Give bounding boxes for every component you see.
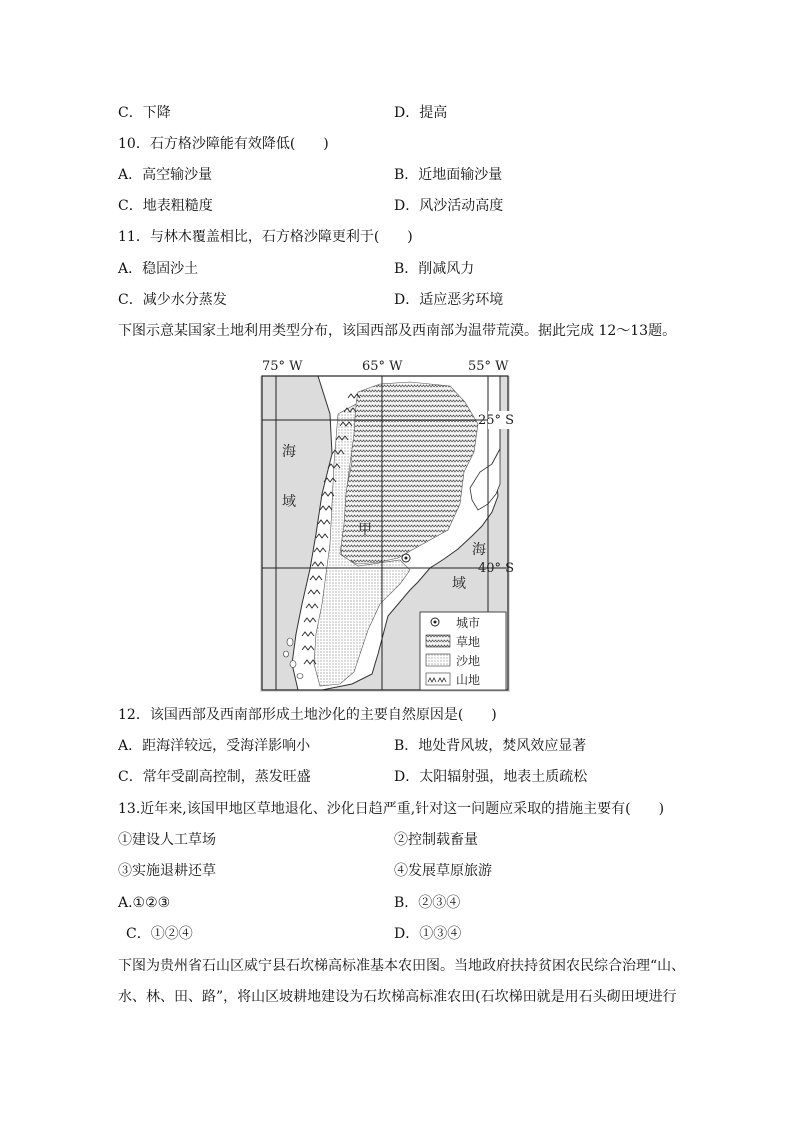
sea-west-label-2: 域 — [282, 494, 296, 510]
land-use-map — [260, 354, 515, 692]
lon-label-75w: 75° W — [262, 359, 303, 374]
q13-option-c: C．①②④ — [126, 926, 193, 942]
city-marker — [402, 554, 410, 562]
q12-option-c: C．常年受副高控制，蒸发旺盛 — [118, 769, 311, 785]
q12-option-a: A．距海洋较远，受海洋影响小 — [118, 738, 311, 754]
q13-option-b: B．②③④ — [394, 895, 461, 911]
legend-grass-label: 草地 — [456, 635, 481, 649]
intro-next-line-1: 下图为贵州省石山区威宁县石坎梯高标准基本农田图。当地政府扶持贫困农民综合治理“山、 — [118, 958, 686, 974]
legend-mountain-label: 山地 — [456, 673, 481, 687]
legend-grass-swatch — [426, 635, 450, 647]
q13-option-a: A.①②③ — [118, 895, 171, 911]
q11-option-a: A．稳固沙土 — [118, 261, 199, 277]
intro-12-13: 下图示意某国家土地利用类型分布，该国西部及西南部为温带荒漠。据此完成 12～13题。 — [118, 323, 677, 339]
q11-option-d: D．适应恶劣环境 — [394, 292, 504, 308]
q10-option-a: A．高空输沙量 — [118, 167, 213, 183]
intro-next-line-2: 水、林、田、路”，将山区坡耕地建设为石坎梯高标准农田(石坎梯田就是用石头砌田埂进行 — [118, 989, 677, 1005]
q13-stem: 13.近年来,该国甲地区草地退化、沙化日趋严重,针对这一问题应采取的措施主要有( ) — [118, 801, 665, 817]
q13-item-2: ②控制载畜量 — [394, 832, 478, 848]
region-jia-label: 甲 — [358, 522, 372, 538]
q11-option-b: B．削减风力 — [394, 261, 475, 277]
q10-option-c: C．地表粗糙度 — [118, 198, 213, 214]
q9-option-c: C．下降 — [118, 105, 171, 121]
q11-stem: 11．与林木覆盖相比，石方格沙障更利于( ) — [118, 229, 413, 245]
q10-option-d: D．风沙活动高度 — [394, 198, 504, 214]
legend-sand-label: 沙地 — [456, 654, 481, 668]
sea-east-label-2: 域 — [452, 576, 466, 592]
lon-label-55w: 55° W — [468, 359, 509, 374]
q12-option-b: B．地处背风坡，焚风效应显著 — [394, 738, 587, 754]
lat-label-25s: 25° S — [478, 413, 515, 428]
lat-label-40s: 40° S — [478, 561, 515, 576]
lon-label-65w: 65° W — [362, 359, 403, 374]
sea-west-label-1: 海 — [282, 444, 296, 460]
q10-option-b: B．近地面输沙量 — [394, 167, 503, 183]
q13-item-1: ①建设人工草场 — [118, 832, 216, 848]
legend-city-label: 城市 — [456, 616, 481, 630]
sea-east-label-1: 海 — [472, 542, 486, 558]
map-legend — [420, 612, 506, 690]
q13-item-3: ③实施退耕还草 — [118, 863, 216, 879]
q10-stem: 10．石方格沙障能有效降低( ) — [118, 136, 329, 152]
legend-sand-swatch — [426, 654, 450, 666]
q13-item-4: ④发展草原旅游 — [394, 863, 492, 879]
q12-option-d: D．太阳辐射强，地表土质疏松 — [394, 769, 588, 785]
q11-option-c: C．减少水分蒸发 — [118, 292, 227, 308]
q9-option-d: D．提高 — [394, 105, 448, 121]
q13-option-d: D．①③④ — [394, 926, 462, 942]
q12-stem: 12．该国西部及西南部形成土地沙化的主要自然原因是( ) — [118, 707, 497, 723]
